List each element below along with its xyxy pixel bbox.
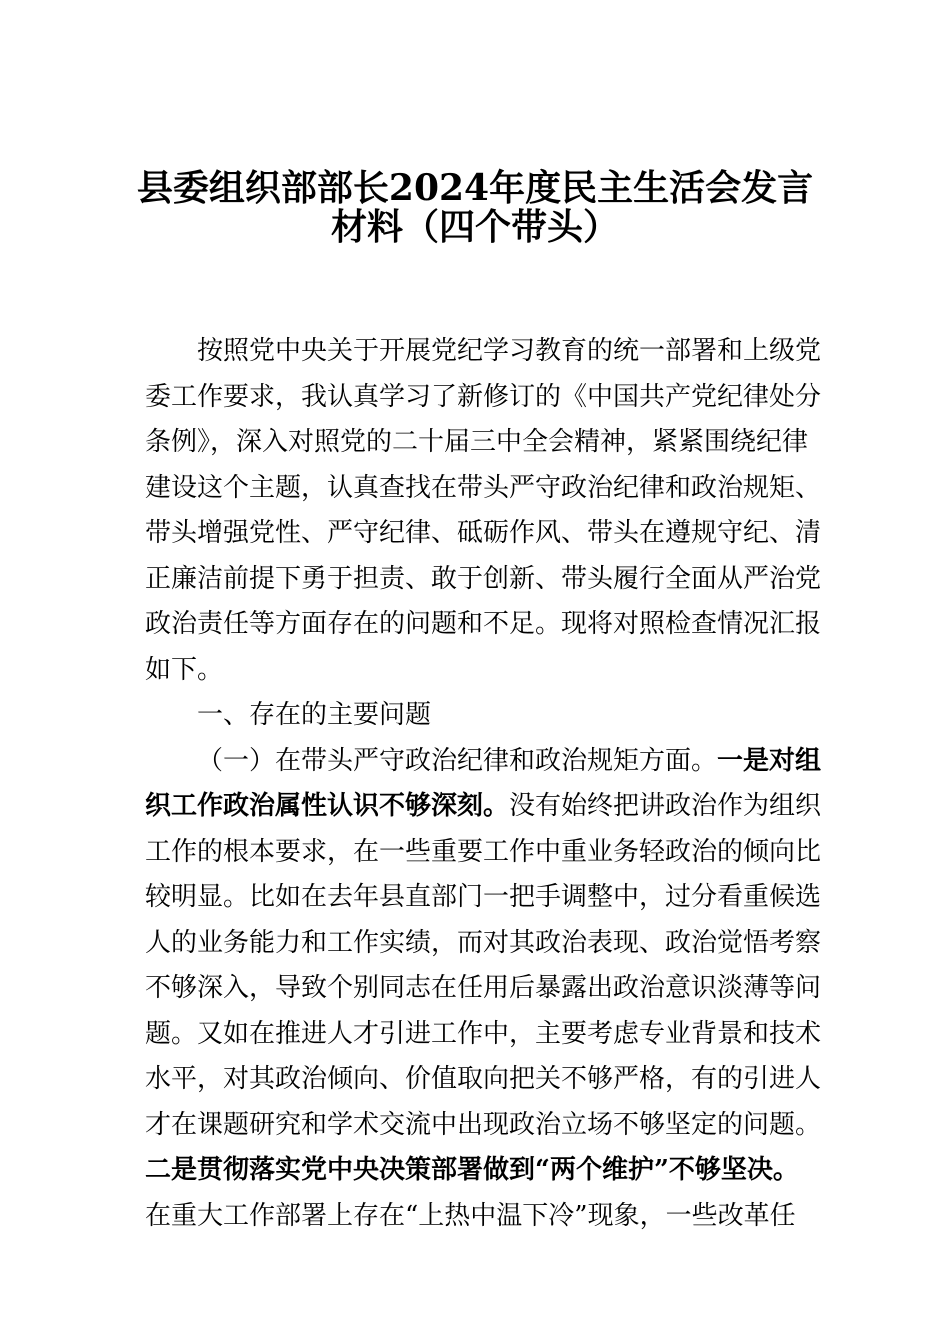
body-line: 在重大工作部署上存在“上热中温下冷”现象，一些改革任 [145,1200,796,1231]
intro-paragraph-line: 如下。 [145,654,224,685]
section-heading: 一、存在的主要问题 [197,700,432,730]
document-title-line-1: 县委组织部部长2024年度民主生活会发言 [136,167,814,209]
point-one-text: 没有始终把讲政治作为组织 [509,791,822,821]
point-two-heading: 二是贯彻落实党中央决策部署做到“两个维护”不够坚决。 [145,1155,799,1185]
intro-paragraph-line: 委工作要求，我认真学习了新修订的《中国共产党纪律处分 [145,381,822,412]
body-line: 工作的根本要求，在一些重要工作中重业务轻政治的倾向比 [145,836,822,867]
intro-paragraph-line: 正廉洁前提下勇于担责、敢于创新、带头履行全面从严治党 [145,563,822,594]
intro-paragraph-line: 政治责任等方面存在的问题和不足。现将对照检查情况汇报 [145,609,822,639]
body-line: 题。又如在推进人才引进工作中，主要考虑专业背景和技术 [145,1018,822,1049]
body-line: 才在课题研究和学术交流中出现政治立场不够坚定的问题。 [145,1109,822,1140]
subsection-line [145,784,822,830]
document-body [145,329,822,1239]
subsection-title: （一）在带头严守政治纪律和政治规矩方面。 [197,745,718,776]
intro-paragraph-line: 按照党中央关于开展党纪学习教育的统一部署和上级党 [197,336,822,366]
body-line: 较明显。比如在去年县直部门一把手调整中，过分看重候选 [145,882,822,912]
body-line: 不够深入，导致个别同志在任用后暴露出政治意识淡薄等问 [145,973,822,1003]
intro-paragraph-line: 条例》，深入对照党的二十届三中全会精神，紧紧围绕纪律 [145,427,809,457]
point-one-bold-start: 一是对组 [717,745,822,776]
point-one-bold-end: 织工作政治属性认识不够深刻。 [145,791,510,821]
document-title-line-2: 材料（四个带头） [330,206,619,248]
intro-paragraph-line: 建设这个主题，认真查找在带头严守政治纪律和政治规矩、 [145,472,822,503]
body-line: 人的业务能力和工作实绩，而对其政治表现、政治觉悟考察 [145,927,822,958]
subsection-line [145,739,822,785]
body-line: 水平，对其政治倾向、价值取向把关不够严格，有的引进人 [145,1064,822,1094]
intro-paragraph-line: 带头增强党性、严守纪律、砥砺作风、带头在遵规守纪、清 [145,518,822,548]
